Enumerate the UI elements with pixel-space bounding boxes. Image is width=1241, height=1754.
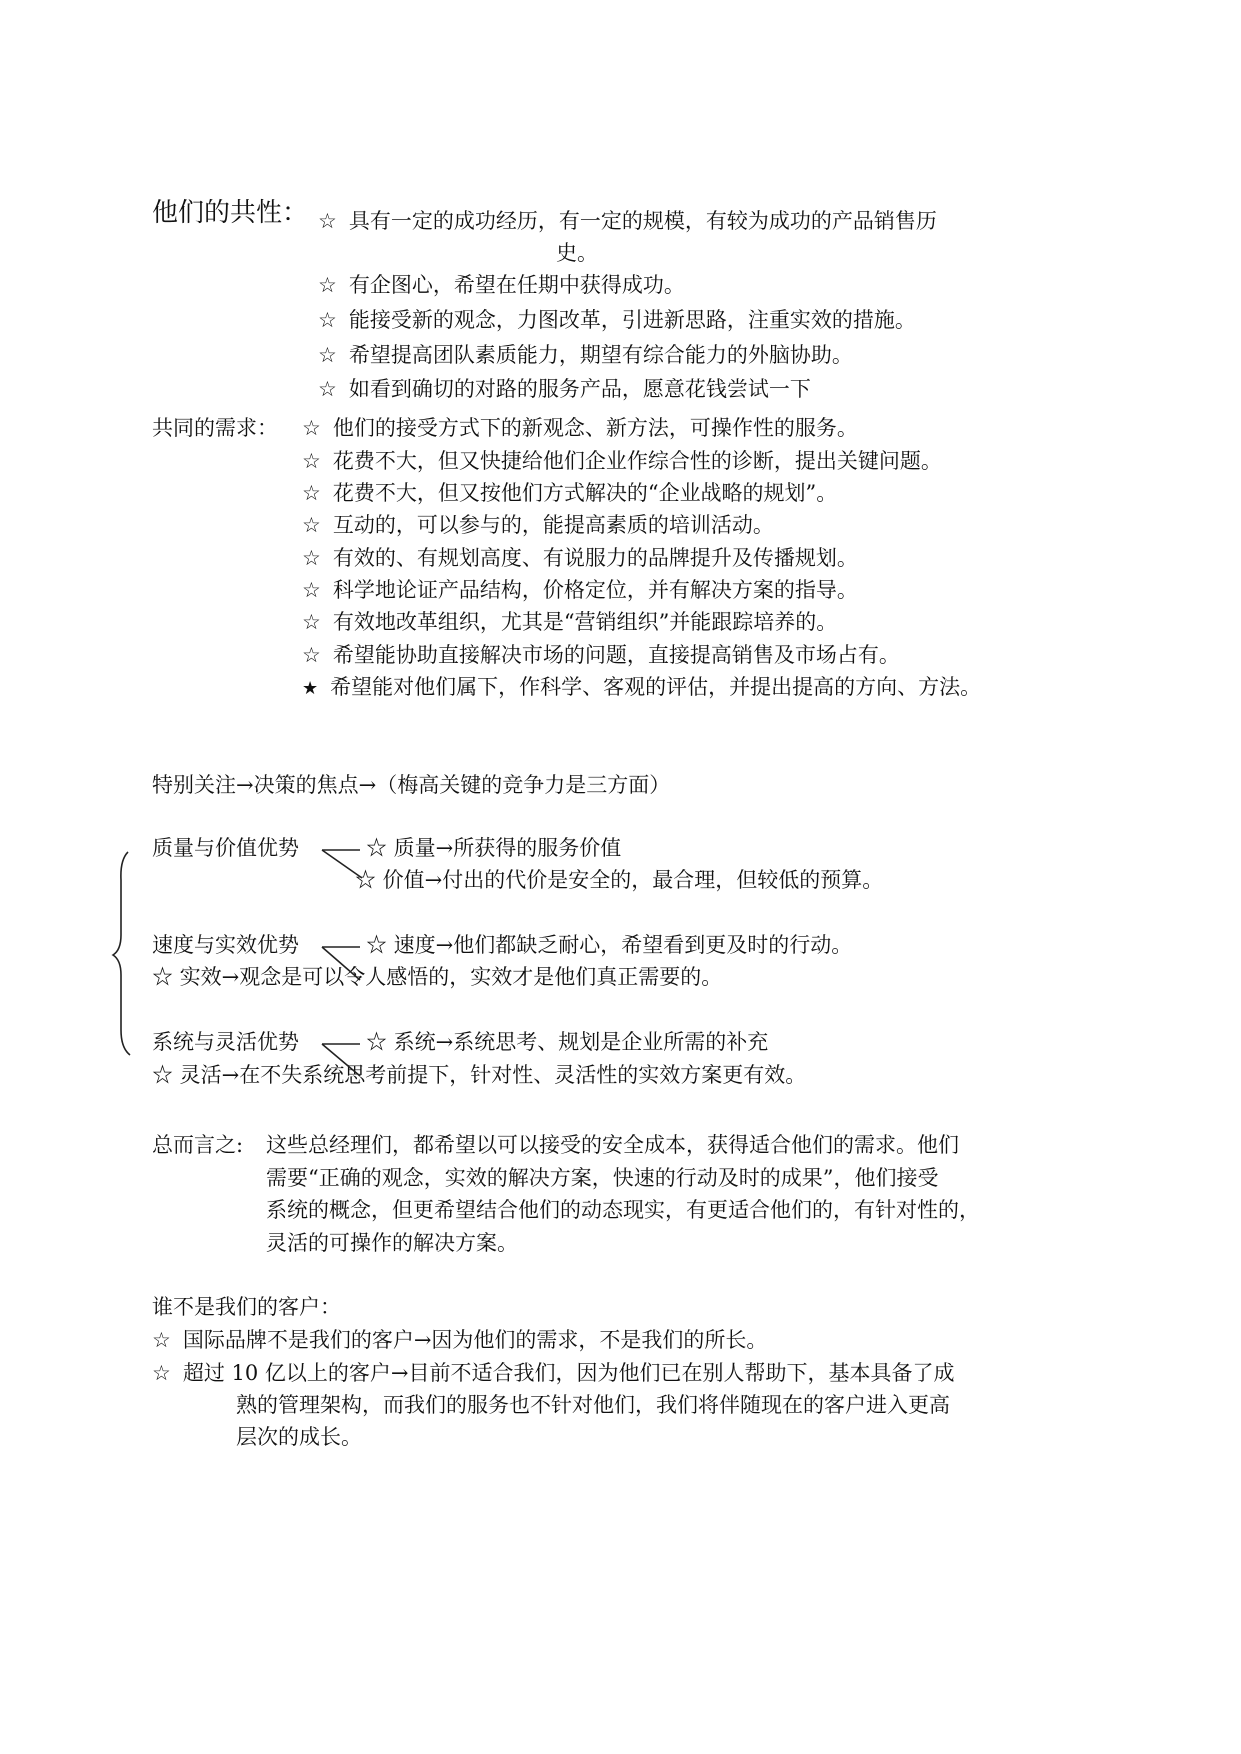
summary-line-2: 需要“正确的观念，实效的解决方案，快速的行动及时的成果”，他们接受 — [266, 1166, 939, 1190]
focus-group-3-label: 系统与灵活优势 — [152, 1030, 299, 1054]
focus-group-2-b: ☆ 实效→观念是可以令人感悟的，实效才是他们真正需要的。 — [152, 965, 723, 989]
section2-item-3-text: 花费不大，但又按他们方式解决的“企业战略的规划”。 — [332, 481, 838, 505]
section1-heading: 他们的共性： — [152, 198, 309, 228]
section1-item-1-text: 具有一定的成功经历，有一定的规模，有较为成功的产品销售历 — [348, 209, 937, 233]
focus-group-1-a: ☆ 质量→所获得的服务价值 — [366, 836, 622, 860]
focus-group-3-a: ☆ 系统→系统思考、规划是企业所需的补充 — [366, 1030, 769, 1054]
star-icon: ☆ — [302, 416, 321, 440]
star-icon: ☆ — [318, 377, 337, 401]
summary-line-1: 这些总经理们，都希望以可以接受的安全成本，获得适合他们的需求。他们 — [266, 1133, 959, 1157]
focus-group-2-a: ☆ 速度→他们都缺乏耐心，希望看到更及时的行动。 — [366, 933, 853, 957]
connector-3b — [322, 1044, 360, 1076]
focus-group-1-label: 质量与价值优势 — [152, 836, 299, 860]
section2-item-9-text: 希望能对他们属下，作科学、客观的评估，并提出提高的方向、方法。 — [330, 675, 982, 699]
star-icon: ☆ — [318, 273, 337, 297]
not-clients-heading: 谁不是我们的客户： — [152, 1295, 341, 1319]
section2-item-1-text: 他们的接受方式下的新观念、新方法，可操作性的服务。 — [332, 416, 858, 440]
star-icon: ☆ — [302, 610, 321, 634]
summary-line-3: 系统的概念，但更希望结合他们的动态现实，有更适合他们的，有针对性的， — [266, 1198, 980, 1222]
focus-group-1-b: ☆ 价值→付出的代价是安全的，最合理，但较低的预算。 — [355, 868, 884, 892]
focus-line: 特别关注→决策的焦点→（梅高关键的竞争力是三方面） — [152, 773, 671, 797]
not-clients-item-1 — [152, 1325, 767, 1355]
section1-item-1-cont: 史。 — [556, 241, 598, 265]
focus-group-2-label: 速度与实效优势 — [152, 933, 299, 957]
star-icon: ☆ — [318, 209, 337, 233]
star-icon: ☆ — [152, 1361, 171, 1385]
not-clients-item-2 — [152, 1358, 955, 1388]
star-icon: ☆ — [302, 578, 321, 602]
summary-line-4: 灵活的可操作的解决方案。 — [266, 1231, 518, 1255]
connector-2b — [322, 947, 360, 980]
star-icon: ☆ — [302, 449, 321, 473]
section2-item-8-text: 希望能协助直接解决市场的问题，直接提高销售及市场占有。 — [332, 643, 900, 667]
section2-item-4-text: 互动的，可以参与的，能提高素质的培训活动。 — [332, 513, 774, 537]
summary-heading: 总而言之: — [152, 1133, 244, 1157]
star-icon: ☆ — [152, 1328, 171, 1352]
left-brace-icon — [113, 852, 130, 1055]
star-icon: ☆ — [318, 343, 337, 367]
section2-item-5-text: 有效的、有规划高度、有说服力的品牌提升及传播规划。 — [332, 546, 858, 570]
not-clients-item-2-text: 超过 10 亿以上的客户→目前不适合我们，因为他们已在别人帮助下，基本具备了成 — [182, 1361, 955, 1385]
connector-1b — [322, 850, 362, 878]
section2-item-2-text: 花费不大，但又快捷给他们企业作综合性的诊断，提出关键问题。 — [332, 449, 942, 473]
not-clients-item-1-text: 国际品牌不是我们的客户→因为他们的需求，不是我们的所长。 — [182, 1328, 768, 1352]
star-icon: ☆ — [302, 643, 321, 667]
section2-heading: 共同的需求： — [152, 416, 278, 440]
star-icon: ☆ — [318, 308, 337, 332]
section2-item-6-text: 科学地论证产品结构，价格定位，并有解决方案的指导。 — [332, 578, 858, 602]
not-clients-item-2-cont-2: 层次的成长。 — [236, 1425, 362, 1449]
section1-item-2-text: 有企图心，希望在任期中获得成功。 — [348, 273, 685, 297]
section1-item-3-text: 能接受新的观念，力图改革，引进新思路，注重实效的措施。 — [348, 308, 916, 332]
star-solid-icon: ★ — [302, 678, 319, 699]
star-icon: ☆ — [302, 546, 321, 570]
section2-item-7-text: 有效地改革组织，尤其是“营销组织”并能跟踪培养的。 — [332, 610, 838, 634]
section1-item-5-text: 如看到确切的对路的服务产品，愿意花钱尝试一下 — [348, 377, 811, 401]
focus-group-3-b: ☆ 灵活→在不失系统思考前提下，针对性、灵活性的实效方案更有效。 — [152, 1063, 807, 1087]
not-clients-item-2-cont-1: 熟的管理架构，而我们的服务也不针对他们，我们将伴随现在的客户进入更高 — [236, 1393, 950, 1417]
section1-item-4-text: 希望提高团队素质能力，期望有综合能力的外脑协助。 — [348, 343, 853, 367]
star-icon: ☆ — [302, 481, 321, 505]
star-icon: ☆ — [302, 513, 321, 537]
